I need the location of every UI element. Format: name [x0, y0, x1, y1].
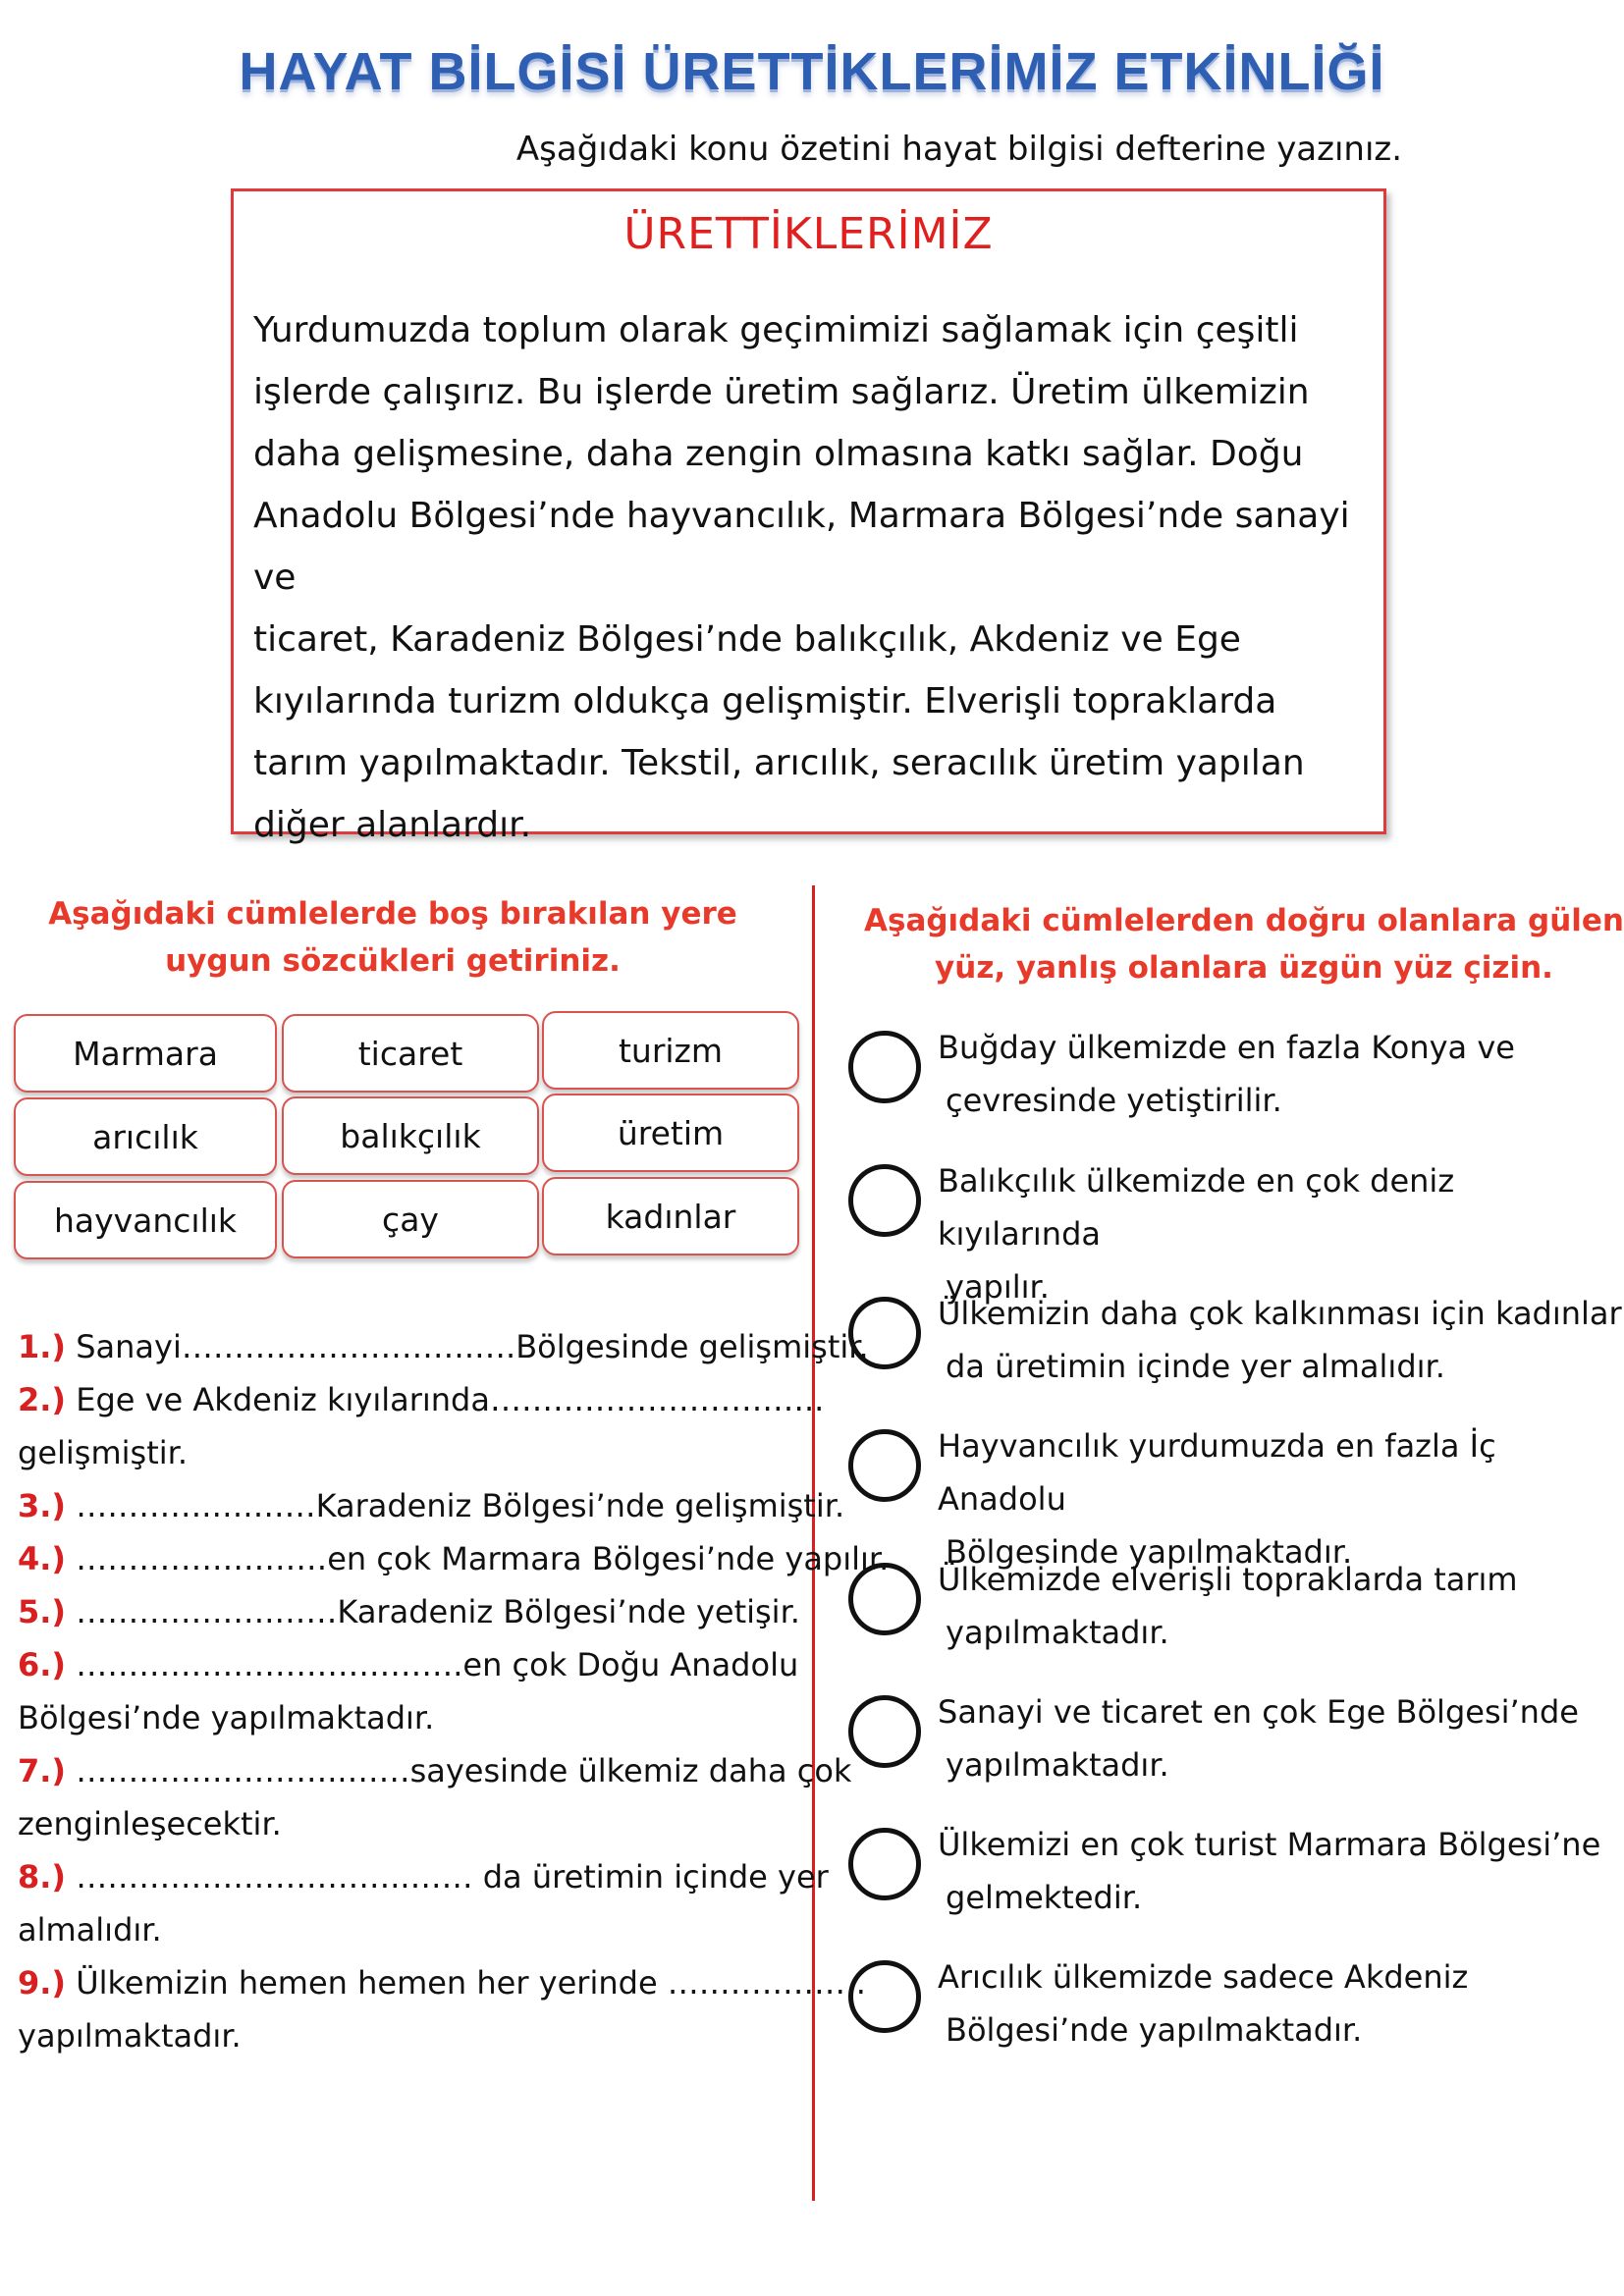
summary-line: Yurdumuzda toplum olarak geçimimizi sağlamak için çeşitli	[253, 310, 1299, 350]
statement-text	[938, 1021, 1624, 1127]
true-false-heading-line: yüz, yanlış olanlara üzgün yüz çizin.	[935, 950, 1553, 986]
summary-line: Anadolu Bölgesi’nde hayvancılık, Marmara Bölgesi’nde sanayi ve	[253, 496, 1350, 598]
statement-line: yapılmaktadır.	[946, 1614, 1169, 1651]
statement-line: Balıkçılık ülkemizde en çok deniz kıyılarında	[938, 1162, 1455, 1253]
fill-blanks-heading-line: uygun sözcükleri getiriniz.	[165, 943, 621, 979]
blank-item	[18, 1320, 869, 1373]
blank-item	[18, 1373, 825, 1426]
fill-blanks-heading-line: Aşağıdaki cümlelerde boş bırakılan yere	[48, 896, 737, 932]
true-false-heading-line: Aşağıdaki cümlelerden doğru olanlara gülen	[864, 903, 1624, 938]
statement-line: Sanayi ve ticaret en çok Ege Bölgesi’nde	[938, 1693, 1579, 1731]
item-text: Sanayi……………………….….Bölgesinde gelişmiştir.	[76, 1328, 869, 1365]
blank-item-continuation: Bölgesi’nde yapılmaktadır.	[18, 1699, 435, 1736]
item-number: 5.)	[18, 1593, 67, 1630]
word-box: çay	[282, 1180, 539, 1258]
statement-line: Buğday ülkemizde en fazla Konya ve	[938, 1029, 1515, 1066]
summary-heading: ÜRETTİKLERİMİZ	[623, 209, 994, 259]
blank-item	[18, 1479, 845, 1532]
statement-line: Bölgesi’nde yapılmaktadır.	[946, 2011, 1363, 2049]
item-text: Ege ve Akdeniz kıyılarında…………………………..	[76, 1381, 825, 1418]
answer-circle[interactable]	[848, 1031, 921, 1103]
statement-line: yapılır.	[946, 1268, 1050, 1306]
blank-item	[18, 1956, 866, 2009]
item-text: …………………………..…… da üretimin içinde yer	[76, 1858, 829, 1896]
statement-item	[844, 1950, 1620, 2068]
summary-line: işlerde çalışırız. Bu işlerde üretim sağlarız. Üretim ülkemizin	[253, 372, 1310, 412]
item-text: ……………….……Karadeniz Bölgesi’nde yetişir.	[76, 1593, 800, 1630]
blank-item-continuation: zenginleşecektir.	[18, 1805, 282, 1842]
item-text: ………….….……Karadeniz Bölgesi’nde gelişmiştir.	[76, 1487, 845, 1524]
statement-line: Ülkemizin daha çok kalkınması için kadınlar	[938, 1295, 1622, 1332]
blank-item	[18, 1532, 890, 1585]
summary-line: ticaret, Karadeniz Bölgesi’nde balıkçılık, Akdeniz ve Ege	[253, 619, 1241, 660]
fill-blanks-list	[18, 1320, 890, 2062]
item-number: 9.)	[18, 1964, 67, 2002]
word-box: üretim	[542, 1094, 799, 1172]
statement-item	[844, 1553, 1620, 1671]
blank-item	[18, 1850, 829, 1903]
word-box: kadınlar	[542, 1177, 799, 1255]
summary-line: daha gelişmesine, daha zengin olmasına katkı sağlar. Doğu	[253, 434, 1304, 474]
statement-item	[844, 1154, 1620, 1306]
statement-line: da üretimin içinde yer almalıdır.	[946, 1348, 1445, 1385]
blank-item-continuation: gelişmiştir.	[18, 1434, 189, 1471]
item-text: ……………………..……sayesinde ülkemiz daha çok	[76, 1752, 852, 1789]
statement-text	[938, 1685, 1624, 1791]
word-box: ticaret	[282, 1014, 539, 1093]
statement-line: Hayvancılık yurdumuzda en fazla İç Anadolu	[938, 1427, 1496, 1518]
item-number: 3.)	[18, 1487, 67, 1524]
word-box: Marmara	[14, 1014, 277, 1093]
word-box: turizm	[542, 1011, 799, 1090]
fill-blanks-heading	[10, 890, 776, 985]
statement-line: Ülkemizde elverişli topraklarda tarım	[938, 1561, 1518, 1598]
summary-line: tarım yapılmaktadır. Tekstil, arıcılık, seracılık üretim yapılan	[253, 743, 1305, 783]
blank-item-continuation: yapılmaktadır.	[18, 2017, 242, 2055]
statement-line: gelmektedir.	[946, 1879, 1143, 1916]
blank-item-continuation: almalıdır.	[18, 1911, 162, 1949]
item-number: 8.)	[18, 1858, 67, 1896]
true-false-heading	[864, 897, 1624, 991]
answer-circle[interactable]	[848, 1563, 921, 1635]
item-number: 4.)	[18, 1540, 67, 1577]
item-text: ……………………en çok Marmara Bölgesi’nde yapılır.	[76, 1540, 890, 1577]
statement-line: çevresinde yetiştirilir.	[946, 1082, 1282, 1119]
word-box: hayvancılık	[14, 1181, 277, 1259]
answer-circle[interactable]	[848, 1164, 921, 1237]
blank-item	[18, 1744, 852, 1797]
statement-text	[938, 1818, 1624, 1924]
statement-text	[938, 1553, 1624, 1659]
item-number: 2.)	[18, 1381, 67, 1418]
statement-line: yapılmaktadır.	[946, 1746, 1169, 1784]
word-box: balıkçılık	[282, 1096, 539, 1175]
summary-box	[231, 188, 1386, 845]
summary-text	[253, 299, 1370, 856]
answer-circle[interactable]	[848, 1828, 921, 1900]
answer-circle[interactable]	[848, 1960, 921, 2033]
item-number: 7.)	[18, 1752, 67, 1789]
statement-text	[938, 1287, 1624, 1393]
statement-item	[844, 1818, 1620, 1936]
statement-item	[844, 1685, 1620, 1803]
word-box: arıcılık	[14, 1097, 277, 1176]
answer-circle[interactable]	[848, 1297, 921, 1369]
statement-line: Arıcılık ülkemizde sadece Akdeniz	[938, 1958, 1469, 1996]
statement-text	[938, 1950, 1624, 2056]
summary-line: diğer alanlardır.	[253, 805, 532, 845]
statement-item	[844, 1419, 1620, 1571]
statement-line: Bölgesinde yapılmaktadır.	[946, 1533, 1353, 1571]
page-title: HAYAT BİLGİSİ ÜRETTİKLERİMİZ ETKİNLİĞİ	[239, 42, 1385, 101]
item-number: 6.)	[18, 1646, 67, 1683]
instruction-text: Aşağıdaki konu özetini hayat bilgisi defterine yazınız.	[515, 130, 1403, 169]
item-text: ……………………………….en çok Doğu Anadolu	[76, 1646, 799, 1683]
summary-line: kıyılarında turizm oldukça gelişmiştir. Elverişli topraklarda	[253, 681, 1277, 721]
blank-item	[18, 1585, 803, 1638]
answer-circle[interactable]	[848, 1429, 921, 1502]
statement-item	[844, 1021, 1620, 1139]
answer-circle[interactable]	[848, 1695, 921, 1768]
item-number: 1.)	[18, 1328, 67, 1365]
statement-line: Ülkemizi en çok turist Marmara Bölgesi’ne	[938, 1826, 1601, 1863]
blank-item	[18, 1638, 803, 1691]
statement-item	[844, 1287, 1620, 1405]
item-text: Ülkemizin hemen hemen her yerinde ……………….	[76, 1964, 866, 2002]
